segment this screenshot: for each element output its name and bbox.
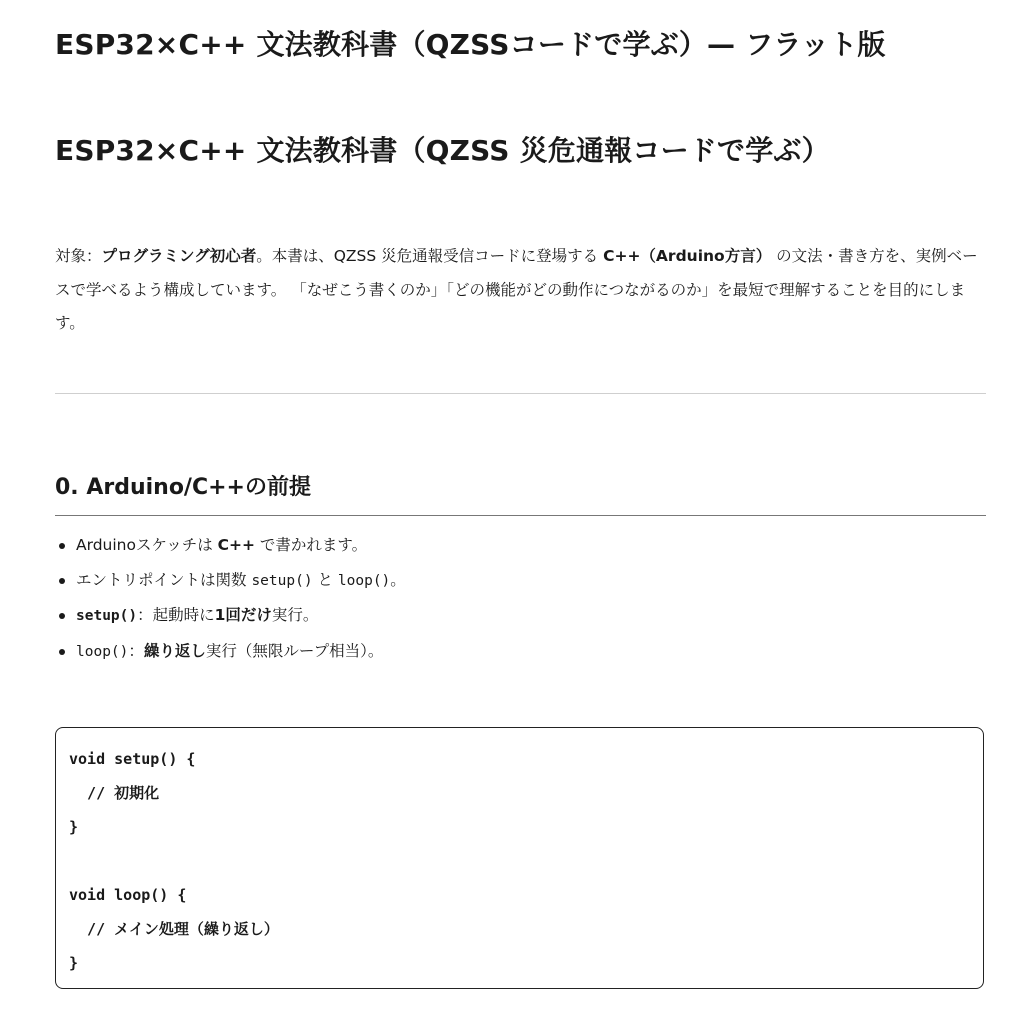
inline-code: setup() (76, 608, 138, 624)
intro-text-2: の文法・書き方を、実例ベースで学べるよう構成しています。 「なぜこう書くのか」「どの機能がどの動作につながるのか」を最短で理解することを目的にします。 (55, 247, 978, 332)
prerequisite-list (55, 528, 986, 669)
list-item-text: ： (128, 641, 144, 660)
list-item-text: 実行。 (271, 606, 319, 624)
code-block (55, 727, 984, 989)
inline-code: loop() (76, 643, 129, 660)
code-content (69, 742, 279, 980)
code-line (69, 844, 279, 878)
list-item-text: で書かれます。 (255, 536, 368, 554)
list-item-text: Arduinoスケッチは (76, 536, 218, 554)
bullet-icon (59, 543, 65, 549)
list-item-text: 。 (390, 570, 406, 589)
bullet-icon (59, 649, 65, 655)
intro-label: 対象： (55, 247, 102, 265)
code-line: // メイン処理（繰り返し） (69, 920, 279, 938)
list-item-bold: 繰り返し (143, 641, 206, 660)
code-line: void loop() { (69, 886, 187, 904)
code-line: } (69, 818, 79, 836)
list-item-text: ：起動時に (137, 606, 215, 624)
inline-code: loop() (337, 572, 391, 589)
section-heading: 0. Arduino/C++の前提 (55, 472, 986, 516)
code-line: } (69, 954, 79, 972)
code-line: void setup() { (69, 750, 196, 768)
bullet-icon (59, 578, 65, 584)
list-item (55, 634, 986, 670)
list-item (55, 598, 986, 634)
list-item (55, 528, 986, 563)
list-item-text: 実行（無限ループ相当）。 (205, 641, 384, 660)
code-line: // 初期化 (69, 784, 160, 802)
document-title: ESP32×C++ 文法教科書（QZSS 災危通報コードで学ぶ） (55, 134, 830, 167)
inline-code: setup() (251, 572, 313, 589)
bullet-icon (59, 613, 65, 619)
list-item-text: エントリポイントは関数 (76, 570, 252, 589)
list-item-bold: 1回だけ (214, 606, 272, 624)
list-item-bold: C++ (217, 536, 255, 554)
section-divider (55, 393, 986, 394)
intro-text-1: 。本書は、QZSS 災危通報受信コードに登場する (256, 247, 604, 265)
intro-paragraph (55, 240, 986, 341)
intro-audience: プログラミング初心者 (101, 247, 257, 265)
list-item-text: と (312, 570, 338, 589)
list-item (55, 563, 986, 599)
page-title: ESP32×C++ 文法教科書（QZSSコードで学ぶ）— フラット版 (55, 28, 886, 61)
intro-language: C++（Arduino方言） (603, 247, 772, 265)
